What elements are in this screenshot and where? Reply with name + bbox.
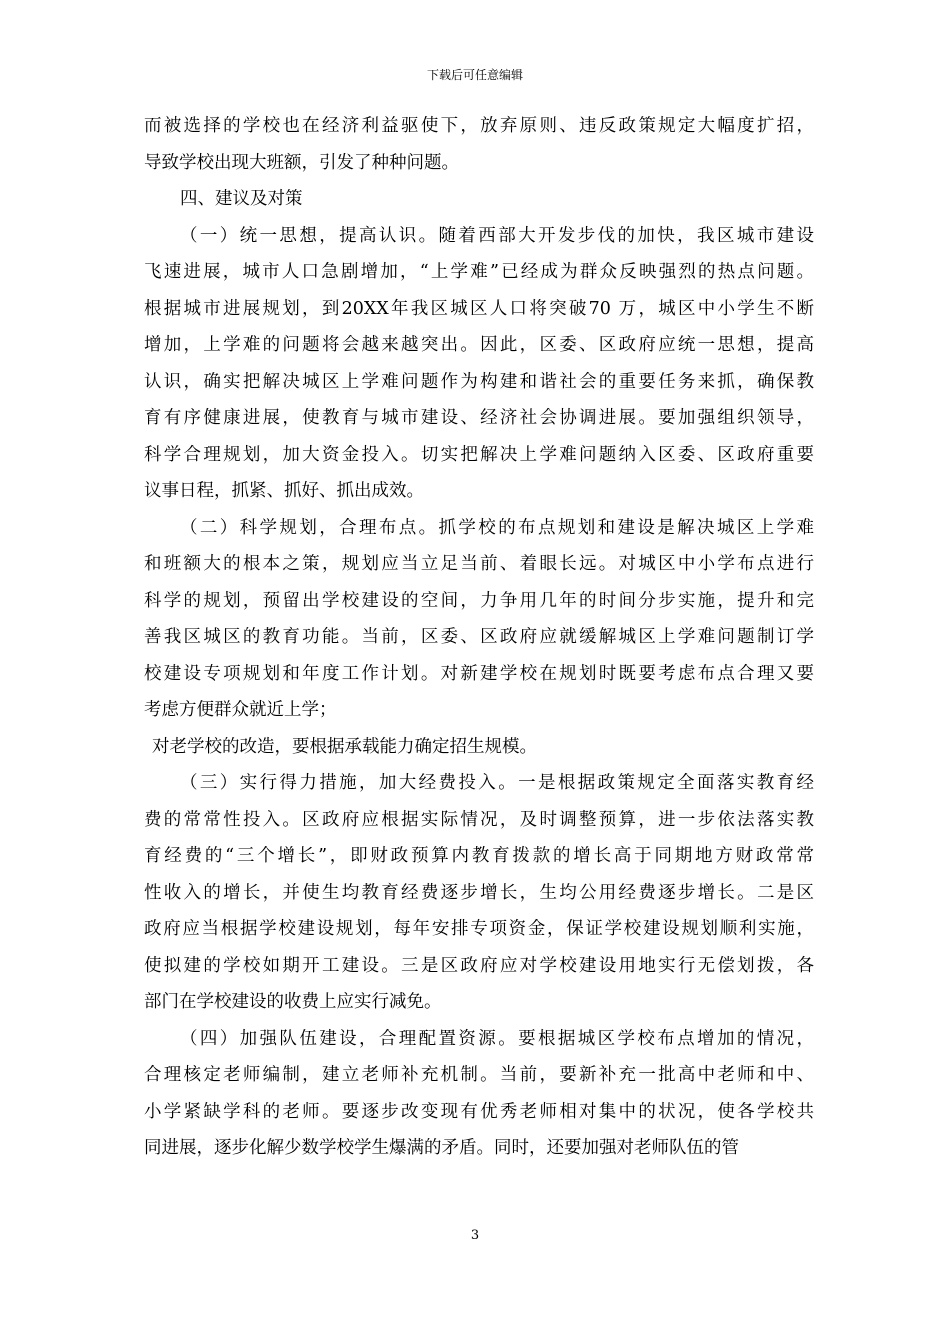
- paragraph-line: 考虑方便群众就近上学；: [144, 700, 337, 720]
- paragraph-line: 增加，上学难的问题将会越来越突出。因此，区委、区政府应统一思想，提高: [144, 335, 814, 355]
- paragraph-line: 小学紧缺学科的老师。要逐步改变现有优秀老师相对集中的状况，使各学校共: [144, 1101, 814, 1122]
- paragraph-line: 和班额大的根本之策，规划应当立足当前、着眼长远。对城区中小学布点进行: [144, 554, 814, 574]
- paragraph-line: 使拟建的学校如期开工建设。三是区政府应对学校建设用地实行无偿划拨，各: [144, 955, 814, 976]
- paragraph-line: 合理核定老师编制，建立老师补充机制。当前，要新补充一批高中老师和中、: [144, 1065, 814, 1085]
- paragraph-line: 育经费的“三个增长”，即财政预算内教育拨款的增长高于同期地方财政常常: [144, 846, 814, 866]
- paragraph-line: 费的常常性投入。区政府应根据实际情况，及时调整预算，进一步依法落实教: [144, 809, 814, 830]
- paragraph-line: 善我区城区的教育功能。当前，区委、区政府应就缓解城区上学难问题制订学: [144, 627, 814, 647]
- paragraph-line: （三）实行得力措施，加大经费投入。一是根据政策规定全面落实教育经: [180, 773, 814, 793]
- document-body: [144, 108, 814, 1167]
- page-number: 3: [470, 1228, 480, 1243]
- paragraph-line: （二）科学规划，合理布点。抓学校的布点规划和建设是解决城区上学难: [180, 517, 814, 538]
- paragraph-line: 对老学校的改造，要根据承载能力确定招生规模。: [152, 736, 537, 757]
- paragraph-line: 议事日程，抓紧、抓好、抓出成效。: [144, 481, 424, 501]
- paragraph-line: 而被选择的学校也在经济利益驱使下，放弃原则、违反政策规定大幅度扩招，: [144, 116, 814, 136]
- paragraph-line: 育有序健康进展，使教育与城市建设、经济社会协调进展。要加强组织领导，: [144, 408, 814, 428]
- paragraph: [144, 765, 814, 1021]
- paragraph-line: 飞速进展，城市人口急剧增加，“上学难”已经成为群众反映强烈的热点问题。: [144, 262, 814, 282]
- paragraph-line: 认识，确实把解决城区上学难问题作为构建和谐社会的重要任务来抓，确保教: [144, 371, 814, 392]
- paragraph-line: 导致学校出现大班额，引发了种种问题。: [144, 152, 459, 173]
- paragraph-line: 性收入的增长，并使生均教育经费逐步增长，生均公用经费逐步增长。二是区: [144, 882, 814, 903]
- paragraph-line: 四、建议及对策: [180, 189, 303, 209]
- paragraph-line: 校建设专项规划和年度工作计划。对新建学校在规划时既要考虑布点合理又要: [144, 663, 814, 684]
- paragraph-line: 科学的规划，预留出学校建设的空间，力争用几年的时间分步实施，提升和完: [144, 590, 814, 611]
- paragraph: [144, 108, 814, 181]
- paragraph-line: 同进展，逐步化解少数学校学生爆满的矛盾。同时，还要加强对老师队伍的管: [144, 1138, 739, 1158]
- paragraph-line: （四）加强队伍建设，合理配置资源。要根据城区学校布点增加的情况，: [180, 1028, 814, 1049]
- paragraph-line: （一）统一思想，提高认识。随着西部大开发步伐的加快，我区城市建设: [180, 225, 814, 246]
- paragraph: [144, 1021, 814, 1167]
- paragraph: [144, 510, 814, 729]
- paragraph: [144, 729, 814, 766]
- paragraph-line: 部门在学校建设的收费上应实行减免。: [144, 992, 442, 1012]
- paragraph-line: 根据城市进展规划，到20XX年我区城区人口将突破70 万，城区中小学生不断: [144, 298, 814, 319]
- paragraph-line: 科学合理规划，加大资金投入。切实把解决上学难问题纳入区委、区政府重要: [144, 444, 814, 465]
- paragraph-line: 政府应当根据学校建设规划，每年安排专项资金，保证学校建设规划顺利实施，: [144, 919, 814, 939]
- page-header: 下载后可任意编辑: [426, 68, 523, 82]
- paragraph: [144, 218, 814, 510]
- paragraph: [144, 181, 814, 218]
